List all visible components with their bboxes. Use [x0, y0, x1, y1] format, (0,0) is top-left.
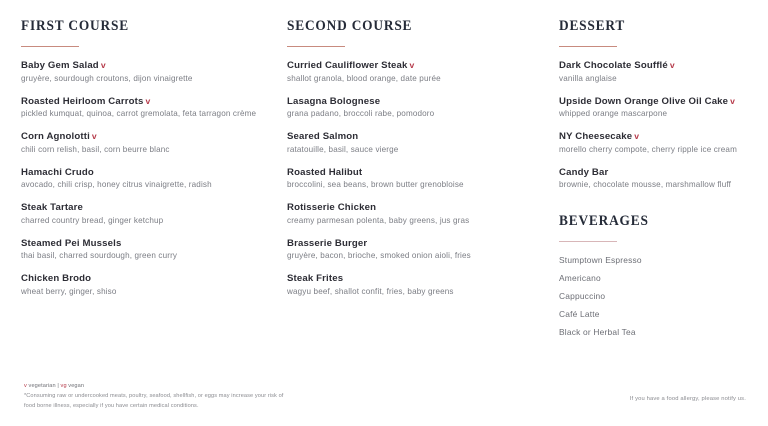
menu-column-first-course — [21, 18, 283, 426]
section-second-course — [287, 18, 555, 298]
legend-vegetarian-text: vegetarian | — [26, 382, 61, 389]
menu-item — [21, 167, 283, 192]
menu-item-name: Lasagna Bolognese — [287, 95, 381, 107]
section-divider — [559, 241, 617, 242]
menu-item-description: chili corn relish, basil, corn beurre blanc — [21, 144, 170, 154]
menu-item-name: Candy Bar — [559, 166, 609, 178]
footer-notes — [24, 383, 324, 412]
item-list-first-course — [21, 60, 283, 298]
section-beverages — [559, 213, 754, 338]
section-first-course — [21, 18, 283, 298]
menu-item-description: broccolini, sea beans, brown butter grenobloise — [287, 180, 464, 190]
vegetarian-marker-icon: v — [634, 131, 640, 141]
section-dessert — [559, 18, 754, 191]
section-title-second-course: SECOND COURSE — [287, 18, 413, 34]
menu-item-name: Rotisserie Chicken — [287, 202, 377, 213]
dietary-legend — [24, 383, 324, 389]
vegetarian-marker-icon: v — [91, 131, 97, 141]
menu-item-name: Roasted Heirloom Carrots v — [21, 95, 151, 107]
menu-item-name: Seared Salmon — [287, 131, 359, 142]
menu-item-description: wagyu beef, shallot confit, fries, baby greens — [287, 286, 454, 296]
menu-item — [287, 167, 555, 192]
menu-item-description: vanilla anglaise — [559, 73, 617, 83]
menu-item — [287, 238, 555, 263]
menu-item-name: Baby Gem Salad v — [21, 60, 106, 71]
menu-item-description: morello cherry compote, cherry ripple ice cream — [559, 144, 737, 154]
section-divider — [21, 46, 79, 47]
menu-item-description: gruyère, sourdough croutons, dijon vinaigrette — [21, 73, 193, 83]
menu-item-description: avocado, chili crisp, honey citrus vinaigrette, radish — [21, 180, 212, 190]
menu-item — [559, 96, 754, 121]
beverage-item: Black or Herbal Tea — [559, 326, 636, 337]
beverage-item: Americano — [559, 272, 601, 283]
menu-column-second-course — [283, 18, 555, 426]
menu-item-description: wheat berry, ginger, shiso — [21, 286, 117, 296]
vegetarian-marker-icon: v — [145, 95, 151, 106]
menu-item-description: gruyère, bacon, brioche, smoked onion aioli, fries — [287, 251, 471, 261]
menu-item-description: whipped orange mascarpone — [559, 109, 668, 119]
menu-item — [287, 96, 555, 121]
beverage-item: Stumptown Espresso — [559, 255, 642, 265]
menu-item — [287, 131, 555, 156]
menu-item — [21, 238, 283, 263]
menu-item — [559, 131, 754, 156]
menu-item — [21, 202, 283, 227]
section-title-dessert: DESSERT — [559, 18, 626, 34]
vegetarian-marker-icon: v — [730, 95, 736, 106]
allergy-note: If you have a food allergy, please notify us. — [629, 396, 746, 402]
menu-column-dessert-beverages — [555, 18, 754, 426]
menu-item — [21, 273, 283, 298]
menu-item-name: NY Cheesecake v — [559, 131, 640, 142]
section-divider — [287, 46, 345, 47]
beverage-item: Café Latte — [559, 308, 600, 319]
beverage-list — [559, 255, 754, 338]
consumption-disclaimer: *Consuming raw or undercooked meats, poultry, seafood, shellfish, or eggs may increase your risk of food borne illness, especially if you have certain medical conditions. — [24, 393, 284, 410]
menu-item-name: Dark Chocolate Soufflé v — [559, 60, 675, 71]
menu-item — [21, 96, 283, 121]
legend-vegetarian-mark: v — [24, 382, 27, 389]
menu-item-name: Steak Frites — [287, 273, 344, 284]
section-title-beverages: BEVERAGES — [559, 213, 649, 229]
menu-item-description: creamy parmesan polenta, baby greens, jus gras — [287, 215, 470, 225]
menu-item-description: thai basil, charred sourdough, green curry — [21, 251, 178, 261]
menu-item-description: shallot granola, blood orange, date purée — [287, 73, 441, 83]
menu-item — [287, 273, 555, 298]
menu-item — [287, 60, 555, 85]
vegetarian-marker-icon: v — [100, 60, 106, 70]
beverage-item: Cappuccino — [559, 290, 606, 301]
menu-item-description: pickled kumquat, quinoa, carrot gremolata, feta tarragon crème — [21, 109, 257, 119]
item-list-second-course — [287, 60, 555, 298]
menu-item-name: Steak Tartare — [21, 202, 84, 213]
menu-item-name: Roasted Halibut — [287, 166, 363, 178]
section-title-first-course: FIRST COURSE — [21, 18, 129, 34]
menu-item-name: Chicken Brodo — [21, 273, 92, 284]
menu-item-name: Curried Cauliflower Steak v — [287, 60, 415, 71]
menu-item-name: Upside Down Orange Olive Oil Cake v — [559, 95, 736, 107]
vegetarian-marker-icon: v — [669, 60, 675, 70]
section-divider — [559, 46, 617, 47]
menu-item-description: ratatouille, basil, sauce vierge — [287, 144, 399, 154]
menu-item-description: grana padano, broccoli rabe, pomodoro — [287, 109, 435, 119]
menu-item-name: Corn Agnolotti v — [21, 131, 97, 142]
menu-item — [559, 167, 754, 192]
menu-item — [21, 131, 283, 156]
legend-vegan-text: vegan — [66, 382, 85, 389]
menu-item-name: Brasserie Burger — [287, 237, 368, 249]
item-list-dessert — [559, 60, 754, 191]
menu-item-description: brownie, chocolate mousse, marshmallow fluff — [559, 180, 731, 190]
menu-item-description: charred country bread, ginger ketchup — [21, 215, 164, 225]
menu-item — [559, 60, 754, 85]
vegetarian-marker-icon: v — [409, 60, 415, 70]
menu-item-name: Steamed Pei Mussels — [21, 237, 122, 249]
legend-vegan-mark: vg — [60, 382, 67, 389]
menu-item — [287, 202, 555, 227]
menu-item-name: Hamachi Crudo — [21, 166, 94, 178]
menu-item — [21, 60, 283, 85]
